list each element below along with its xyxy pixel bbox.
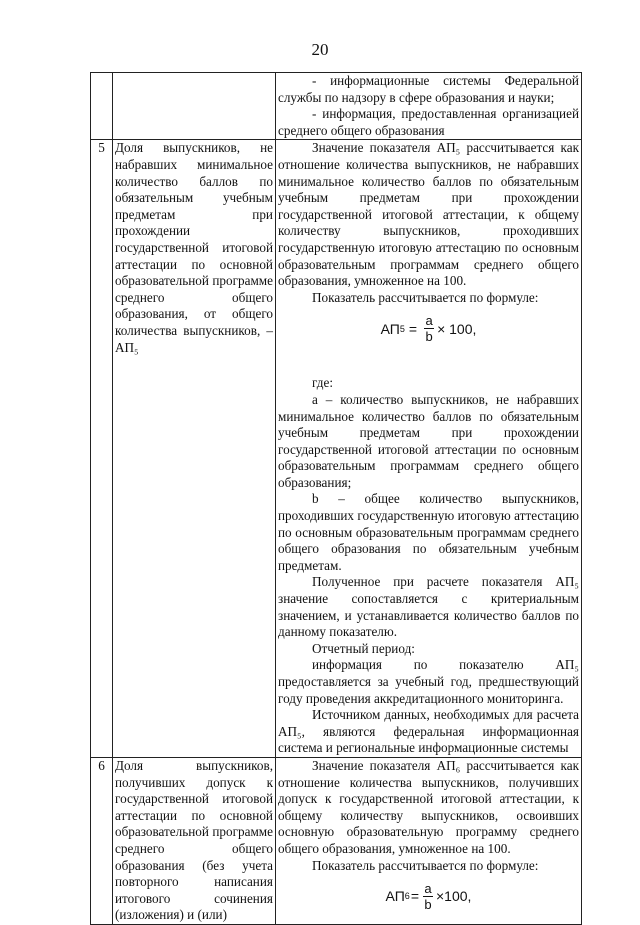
formula bbox=[278, 882, 579, 911]
formula-numerator: a bbox=[425, 313, 433, 329]
source-item: - информация, предоставленная организацией среднего общего образования bbox=[278, 106, 579, 138]
formula-denominator: b bbox=[425, 329, 433, 345]
row-number: 6 bbox=[91, 757, 113, 924]
formula-lhs: АП bbox=[385, 888, 405, 905]
formula-fraction bbox=[424, 314, 434, 343]
formula-lhs: АП bbox=[380, 320, 400, 337]
formula-numerator: a bbox=[424, 881, 432, 897]
formula-rhs: ×100, bbox=[436, 888, 472, 905]
indicator-description bbox=[276, 140, 582, 758]
indicator-description bbox=[276, 757, 582, 924]
period-title: Отчетный период: bbox=[312, 640, 415, 656]
formula-equals: = bbox=[408, 320, 418, 337]
definition-a: а – количество выпускников, не набравших минимальное количество баллов по обязательным учебным предметам при прохождении государственной итоговой аттестации по основным образовательным программам среднего общего образования; bbox=[278, 391, 579, 490]
formula-caption: Показатель рассчитывается по формуле: bbox=[312, 289, 539, 305]
table-row bbox=[91, 140, 582, 758]
formula-equals: = bbox=[410, 888, 419, 905]
formula-fraction bbox=[423, 882, 433, 911]
formula-rhs: × 100, bbox=[437, 320, 477, 337]
formula bbox=[278, 314, 579, 343]
indicator-description bbox=[276, 73, 582, 140]
formula-subscript: 5 bbox=[399, 323, 405, 334]
table-row bbox=[91, 73, 582, 140]
where-label: где: bbox=[312, 375, 333, 391]
formula-denominator: b bbox=[424, 897, 432, 913]
indicator-table bbox=[90, 72, 582, 925]
indicator-name: Доля выпускников, не набравших минимальное количество баллов по обязательным учебным предметам при прохождении государственной итоговой аттестации по основной образовательной программе среднего общего образования, от общего количества выпускников, – АП₅ bbox=[113, 140, 276, 758]
page-number: 20 bbox=[311, 40, 329, 59]
table-row bbox=[91, 757, 582, 924]
definition-b: b – общее количество выпускников, проходивших государственную итоговую аттестацию по основным образовательным программам среднего общего образования по обязательным учебным предметам. bbox=[278, 491, 579, 573]
formula-subscript: 6 bbox=[404, 891, 410, 902]
row-number: 5 bbox=[91, 140, 113, 758]
calculation-text: Значение показателя АП₆ рассчитывается как отношение количества выпускников, получивших допуск к государственной итоговой аттестации, к общему количеству выпускников, освоивших основную образовательную программу среднего общего образования, умноженное на 100. bbox=[278, 757, 579, 856]
formula-caption: Показатель рассчитывается по формуле: bbox=[312, 857, 539, 873]
indicator-name bbox=[113, 73, 276, 140]
comparison-text: Полученное при расчете показателя АП₅ значение сопоставляется с критериальным значением, и устанавливается количество баллов по данному показателю. bbox=[278, 574, 579, 640]
source-item: - информационные системы Федеральной службы по надзору в сфере образования и науки; bbox=[278, 73, 579, 105]
sources-text: Источником данных, необходимых для расчета АП₅, являются федеральная информационная система и региональные информационные системы bbox=[278, 707, 579, 756]
calculation-text: Значение показателя АП₅ рассчитывается как отношение количества выпускников, не набравших минимальное количество баллов по обязательным учебным предметам при прохождении государственной итоговой аттестации, к общему количеству выпускников, проходивших государственную итоговую аттестацию по основным образовательным программам среднего общего образования, умноженное на 100. bbox=[278, 140, 579, 289]
period-text: информация по показателю АП₅ предоставляется за учебный год, предшествующий году проведения аккредитационного мониторинга. bbox=[278, 657, 579, 706]
indicator-name: Доля выпускников, получивших допуск к государственной итоговой аттестации по основной образовательной программе среднего общего образования (без учета повторного написания итогового сочинения (изложения) и (или) bbox=[113, 757, 276, 924]
row-number bbox=[91, 73, 113, 140]
